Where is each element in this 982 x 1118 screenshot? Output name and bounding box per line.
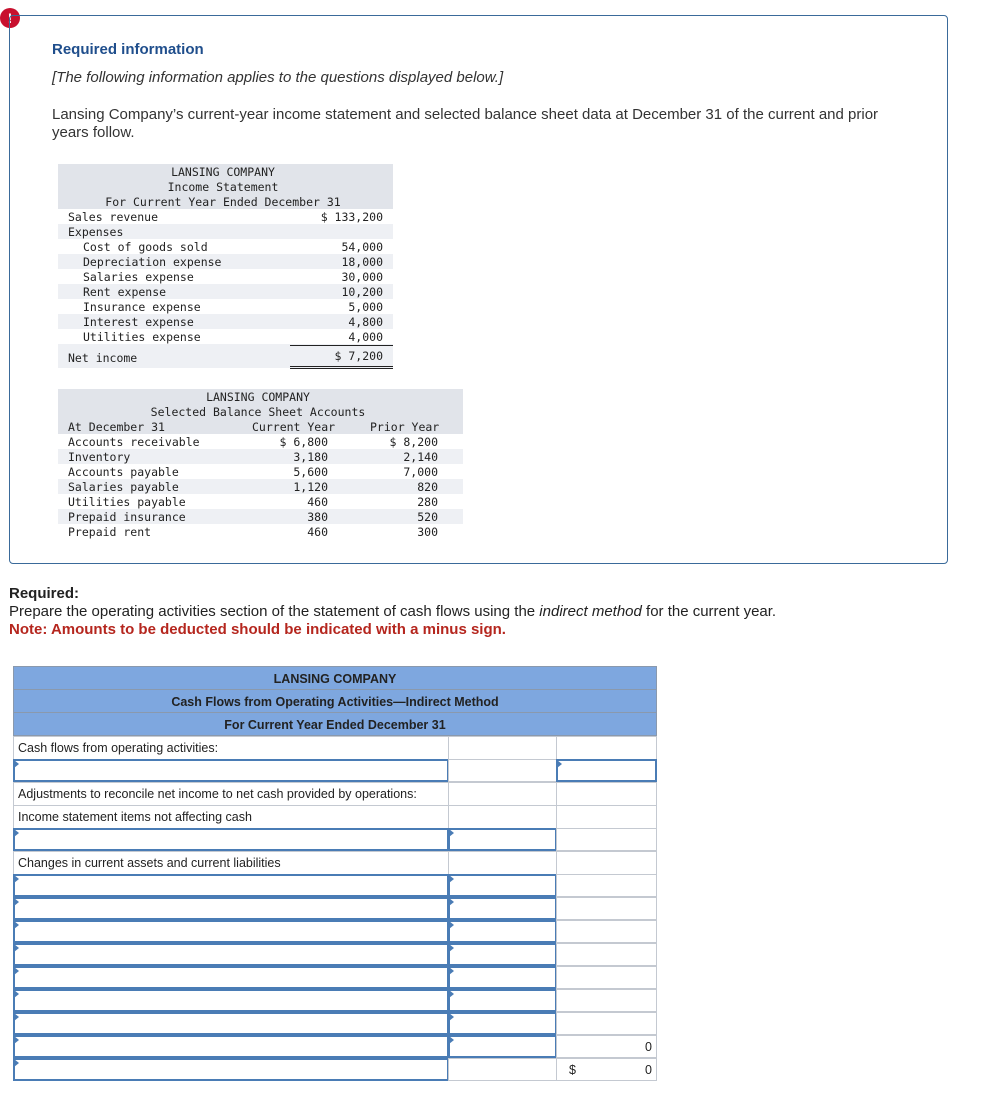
cf-change-amount-input[interactable] — [448, 1035, 557, 1058]
cf-empty-cell — [556, 782, 657, 806]
bs-row-label: Prepaid rent — [68, 525, 152, 539]
bs-row-prior: 820 — [417, 480, 438, 494]
cf-total-label-input[interactable] — [13, 1058, 449, 1081]
is-net-income-label: Net income — [68, 351, 138, 365]
is-sales-value: $ 133,200 — [320, 210, 383, 224]
cf-change-amount-input[interactable] — [448, 897, 557, 920]
bs-row-current: 1,120 — [293, 480, 328, 494]
is-expense-value: 4,000 — [348, 330, 383, 344]
cf-change-label-input[interactable] — [13, 1012, 449, 1035]
cf-empty-cell — [556, 897, 657, 920]
bs-col-prior: Prior Year — [370, 420, 440, 434]
bs-row-label: Inventory — [68, 450, 131, 464]
cf-empty-cell — [556, 989, 657, 1012]
bs-row-label: Accounts receivable — [68, 435, 200, 449]
cf-empty-cell — [556, 828, 657, 851]
cf-change-amount-input[interactable] — [448, 1012, 557, 1035]
cf-total-currency: $ — [569, 1063, 576, 1077]
cf-empty-cell — [556, 851, 657, 875]
is-expense-label: Utilities expense — [83, 330, 201, 344]
cf-noncash-label: Income statement items not affecting cash — [13, 805, 449, 829]
cf-empty-cell — [448, 782, 557, 806]
cf-adjustments-label: Adjustments to reconcile net income to net cash provided by operations: — [13, 782, 449, 806]
bs-row-current: 380 — [307, 510, 328, 524]
required-label: Required: — [9, 585, 80, 602]
cf-empty-cell — [556, 874, 657, 897]
bs-row-label: Accounts payable — [68, 465, 179, 479]
cf-noncash-amount-input[interactable] — [448, 828, 557, 851]
cf-change-amount-input[interactable] — [448, 920, 557, 943]
is-expense-label: Insurance expense — [83, 300, 201, 314]
cf-operating-label: Cash flows from operating activities: — [13, 736, 449, 760]
bs-company: LANSING COMPANY — [206, 390, 310, 404]
cf-empty-cell — [448, 851, 557, 875]
bs-row-prior: 520 — [417, 510, 438, 524]
is-expense-label: Salaries expense — [83, 270, 194, 284]
bs-row-prior: 2,140 — [403, 450, 438, 464]
cf-change-label-input[interactable] — [13, 966, 449, 989]
cf-change-label-input[interactable] — [13, 1035, 449, 1058]
cf-period: For Current Year Ended December 31 — [13, 712, 657, 736]
cf-subtotal-value: 0 — [556, 1035, 657, 1058]
is-expenses-label: Expenses — [68, 225, 124, 239]
is-expense-value: 18,000 — [341, 255, 383, 269]
bs-col-date: At December 31 — [68, 420, 165, 434]
cf-empty-cell — [556, 1012, 657, 1035]
is-expense-label: Depreciation expense — [83, 255, 222, 269]
cf-noncash-label-input[interactable] — [13, 828, 449, 851]
cf-empty-cell — [556, 966, 657, 989]
is-title: Income Statement — [167, 180, 279, 194]
bs-row-label: Prepaid insurance — [68, 510, 186, 524]
is-expense-value: 54,000 — [341, 240, 383, 254]
info-intro: Lansing Company’s current-year income statement and selected balance sheet data at December 31 of the current and prior years follow. — [52, 106, 879, 141]
bs-col-current: Current Year — [252, 420, 336, 434]
cf-change-label-input[interactable] — [13, 989, 449, 1012]
bs-title: Selected Balance Sheet Accounts — [150, 405, 366, 419]
is-total-rule — [290, 345, 393, 346]
note-text: Note: Amounts to be deducted should be indicated with a minus sign. — [9, 621, 506, 638]
required-text: Prepare the operating activities section of the statement of cash flows using the indirect method for the current year. — [9, 603, 777, 620]
cf-change-label-input[interactable] — [13, 897, 449, 920]
cf-change-amount-input[interactable] — [448, 874, 557, 897]
cf-empty-cell — [448, 759, 557, 782]
bs-row-label: Salaries payable — [68, 480, 179, 494]
bs-row-current: 460 — [307, 525, 328, 539]
is-period: For Current Year Ended December 31 — [105, 195, 341, 209]
cf-total-value: 0 — [645, 1063, 652, 1077]
cf-empty-cell — [448, 805, 557, 829]
is-double-rule — [290, 366, 393, 367]
info-subtitle: [The following information applies to the questions displayed below.] — [52, 69, 504, 86]
is-double-rule — [290, 368, 393, 369]
is-net-income-value: $ 7,200 — [334, 349, 383, 363]
cf-change-label-input[interactable] — [13, 874, 449, 897]
bs-row-current: 460 — [307, 495, 328, 509]
bs-row-current: $ 6,800 — [279, 435, 328, 449]
is-expense-value: 4,800 — [348, 315, 383, 329]
cf-empty-cell — [556, 943, 657, 966]
cf-empty-cell — [556, 920, 657, 943]
info-title: Required information — [52, 41, 204, 58]
cf-empty-cell — [556, 736, 657, 760]
cf-change-label-input[interactable] — [13, 943, 449, 966]
bs-row-prior: 300 — [417, 525, 438, 539]
cf-total-cell — [556, 1058, 657, 1081]
cf-changes-label: Changes in current assets and current liabilities — [13, 851, 449, 875]
cf-change-amount-input[interactable] — [448, 966, 557, 989]
bs-row-prior: $ 8,200 — [389, 435, 438, 449]
cf-company: LANSING COMPANY — [13, 666, 657, 690]
cf-change-amount-input[interactable] — [448, 989, 557, 1012]
bs-row-prior: 7,000 — [403, 465, 438, 479]
cf-empty-cell — [556, 805, 657, 829]
cf-title: Cash Flows from Operating Activities—Indirect Method — [13, 689, 657, 713]
is-expense-label: Cost of goods sold — [83, 240, 208, 254]
cf-net-income-label-input[interactable] — [13, 759, 449, 782]
bs-row-current: 5,600 — [293, 465, 328, 479]
is-company: LANSING COMPANY — [171, 165, 275, 179]
is-sales-label: Sales revenue — [68, 210, 159, 224]
cf-net-income-amount-input[interactable] — [556, 759, 657, 782]
cf-change-label-input[interactable] — [13, 920, 449, 943]
is-expense-value: 30,000 — [341, 270, 383, 284]
is-expense-value: 10,200 — [341, 285, 383, 299]
bs-row-prior: 280 — [417, 495, 438, 509]
is-expense-label: Rent expense — [83, 285, 167, 299]
cf-empty-cell — [448, 1058, 557, 1081]
cf-change-amount-input[interactable] — [448, 943, 557, 966]
is-expense-label: Interest expense — [83, 315, 194, 329]
alert-icon: ! — [0, 8, 20, 28]
is-expense-value: 5,000 — [348, 300, 383, 314]
bs-row-current: 3,180 — [293, 450, 328, 464]
bs-row-label: Utilities payable — [68, 495, 186, 509]
cf-empty-cell — [448, 736, 557, 760]
